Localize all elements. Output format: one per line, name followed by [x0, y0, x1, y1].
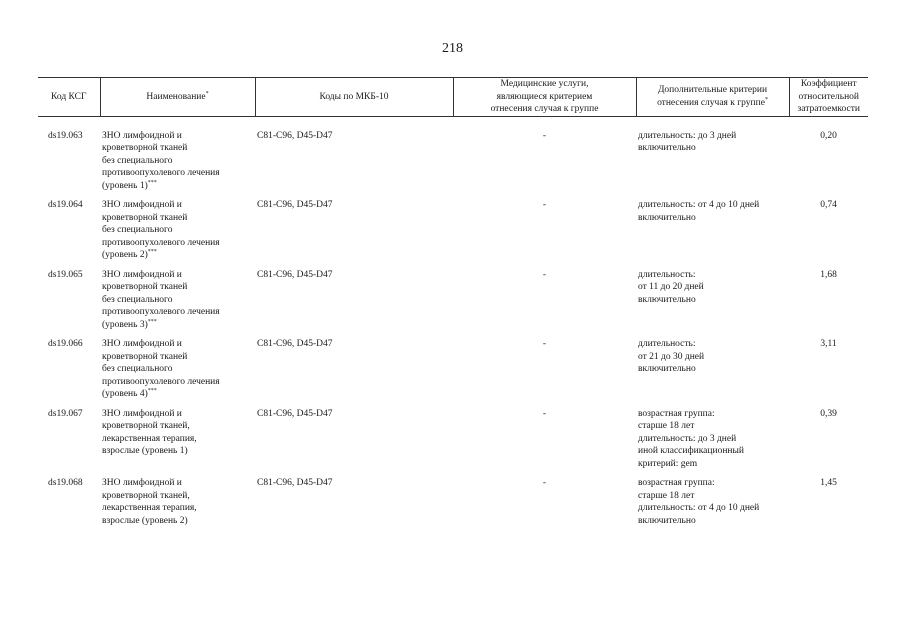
- mkb-codes-cell: C81-C96, D45-D47: [257, 339, 333, 349]
- name-line-text: кроветворной тканей: [102, 351, 188, 362]
- coefficient-cell: 0,74: [820, 200, 837, 210]
- header-name-mark: *: [205, 90, 209, 97]
- criteria-line: длительность:: [638, 339, 696, 349]
- name-footnote-mark: ***: [147, 179, 157, 186]
- criteria-line: включительно: [638, 212, 696, 223]
- name-line-text: ЗНО лимфоидной и: [102, 408, 182, 419]
- name-line: [102, 180, 253, 193]
- name-line-text: ЗНО лимфоидной и: [102, 130, 182, 141]
- name-line: [102, 490, 253, 503]
- name-line-text: (уровень 3): [102, 319, 148, 330]
- table-body: [38, 116, 868, 534]
- criteria-line: возрастная группа:: [638, 478, 715, 488]
- name-line: [102, 249, 253, 262]
- name-line: [102, 237, 253, 250]
- page-number: 218: [442, 41, 463, 56]
- mkb-codes-cell: C81-C96, D45-D47: [257, 408, 333, 419]
- name-line-text: взрослые (уровень 1): [102, 446, 188, 456]
- table-row: [38, 477, 868, 534]
- criteria-line: старше 18 лет: [638, 490, 695, 501]
- criteria-line: включительно: [638, 364, 696, 374]
- name-line: [102, 433, 253, 446]
- name-cell: [100, 408, 255, 478]
- mkb-codes-cell: C81-C96, D45-D47: [257, 200, 333, 210]
- ksg-table: [38, 77, 868, 534]
- name-cell: [100, 477, 255, 534]
- ksg-code-cell: ds19.065: [48, 269, 83, 280]
- name-line-text: кроветворной тканей: [102, 212, 188, 223]
- criteria-line: включительно: [638, 294, 696, 305]
- ksg-code-cell: ds19.068: [48, 478, 83, 488]
- services-cell: -: [542, 339, 547, 349]
- name-line: [102, 376, 253, 389]
- name-line: [102, 281, 253, 294]
- name-line-text: (уровень 4): [102, 389, 148, 399]
- name-line: [102, 306, 253, 319]
- ksg-code-cell: ds19.067: [48, 408, 83, 419]
- header-code: Код КСГ: [38, 78, 100, 117]
- name-line: [102, 224, 253, 237]
- name-line: [102, 155, 253, 168]
- services-cell: -: [542, 408, 547, 419]
- table-row: [38, 408, 868, 478]
- header-name: [100, 78, 255, 117]
- mkb-codes-cell: C81-C96, D45-D47: [257, 478, 333, 488]
- services-cell: -: [542, 478, 547, 488]
- criteria-line: длительность: до 3 дней: [638, 433, 737, 444]
- mkb-codes-cell: C81-C96, D45-D47: [257, 269, 333, 280]
- name-line: [102, 445, 253, 458]
- coefficient-cell: 3,11: [820, 339, 837, 349]
- header-name-text: Наименование: [146, 91, 206, 102]
- name-line-text: противоопухолевого лечения: [102, 168, 220, 178]
- coefficient-cell: 0,20: [820, 130, 837, 141]
- name-cell: [100, 199, 255, 269]
- criteria-cell: [636, 408, 789, 478]
- ksg-code-cell: ds19.064: [48, 200, 83, 210]
- name-line: [102, 167, 253, 180]
- coefficient-cell: 0,39: [820, 408, 837, 419]
- header-coef-line: относительной: [798, 91, 859, 102]
- criteria-cell: [636, 338, 789, 408]
- header-services-line: Медицинские услуги,: [500, 79, 589, 89]
- criteria-line: критерий: gem: [638, 458, 698, 469]
- coefficient-cell: 1,68: [820, 269, 837, 280]
- name-line-text: ЗНО лимфоидной и: [102, 478, 182, 488]
- name-line: [102, 351, 253, 364]
- name-line-text: противоопухолевого лечения: [102, 237, 220, 248]
- criteria-line: от 11 до 20 дней: [638, 282, 704, 292]
- table-row: [38, 130, 868, 200]
- name-line-text: (уровень 1): [102, 180, 148, 191]
- name-line-text: лекарственная терапия,: [102, 503, 197, 513]
- criteria-cell: [636, 199, 789, 269]
- name-line: [102, 338, 253, 351]
- name-line: [102, 199, 253, 212]
- header-criteria-text: отнесения случая к группе: [657, 97, 765, 108]
- name-line: [102, 319, 253, 332]
- name-line: [102, 515, 253, 528]
- name-line-text: ЗНО лимфоидной и: [102, 200, 182, 210]
- services-cell: -: [542, 269, 547, 280]
- name-line: [102, 363, 253, 376]
- name-footnote-mark: ***: [147, 249, 157, 255]
- header-mkb: Коды по МКБ-10: [255, 78, 453, 117]
- name-line-text: (уровень 2): [102, 250, 148, 260]
- header-criteria-line: [640, 97, 786, 110]
- name-line-text: ЗНО лимфоидной и: [102, 339, 182, 349]
- name-line: [102, 142, 253, 155]
- header-services-line: отнесения случая к группе: [490, 104, 599, 114]
- name-line: [102, 212, 253, 225]
- name-line: [102, 477, 253, 490]
- table-row: [38, 199, 868, 269]
- header-criteria: [636, 78, 789, 117]
- name-line-text: без специального: [102, 364, 173, 374]
- name-line: [102, 388, 253, 401]
- name-line: [102, 294, 253, 307]
- criteria-line: иной классификационный: [638, 446, 744, 456]
- name-line-text: кроветворной тканей: [102, 282, 188, 292]
- header-services-line: являющиеся критерием: [496, 91, 593, 102]
- name-cell: [100, 269, 255, 339]
- name-line-text: лекарственная терапия,: [102, 433, 197, 444]
- name-line-text: кроветворной тканей,: [102, 421, 190, 431]
- name-line: [102, 420, 253, 433]
- name-line: [102, 130, 253, 143]
- criteria-cell: [636, 130, 789, 200]
- criteria-line: старше 18 лет: [638, 421, 695, 431]
- header-coef-line: Коэффициент: [800, 79, 857, 89]
- name-line-text: без специального: [102, 294, 173, 305]
- criteria-cell: [636, 269, 789, 339]
- name-line: [102, 408, 253, 421]
- ksg-code-cell: ds19.063: [48, 130, 83, 141]
- name-line: [102, 502, 253, 515]
- criteria-line: включительно: [638, 143, 696, 153]
- table-row: [38, 338, 868, 408]
- criteria-line: от 21 до 30 дней: [638, 351, 705, 362]
- criteria-line: длительность:: [638, 269, 696, 280]
- name-cell: [100, 338, 255, 408]
- name-line-text: противоопухолевого лечения: [102, 307, 220, 317]
- header-criteria-mark: *: [764, 96, 768, 103]
- name-cell: [100, 130, 255, 200]
- criteria-line: возрастная группа:: [638, 408, 715, 419]
- criteria-cell: [636, 477, 789, 534]
- criteria-line: длительность: от 4 до 10 дней: [638, 503, 760, 513]
- criteria-line: длительность: до 3 дней: [638, 130, 737, 141]
- criteria-line: включительно: [638, 515, 696, 526]
- name-line-text: кроветворной тканей,: [102, 490, 190, 501]
- name-line-text: ЗНО лимфоидной и: [102, 269, 182, 280]
- header-criteria-line: Дополнительные критерии: [657, 85, 768, 96]
- name-line-text: противоопухолевого лечения: [102, 376, 220, 387]
- table-header-row: [38, 78, 868, 117]
- name-line-text: без специального: [102, 225, 173, 235]
- services-cell: -: [542, 200, 547, 210]
- name-footnote-mark: ***: [147, 318, 157, 325]
- name-line: [102, 269, 253, 282]
- table-row: [38, 269, 868, 339]
- coefficient-cell: 1,45: [820, 478, 837, 488]
- mkb-codes-cell: C81-C96, D45-D47: [257, 130, 333, 141]
- header-coef-line: затратоемкости: [797, 104, 860, 114]
- header-services: [453, 78, 636, 117]
- name-footnote-mark: ***: [147, 388, 157, 394]
- name-line-text: без специального: [102, 155, 173, 166]
- criteria-line: длительность: от 4 до 10 дней: [638, 200, 760, 210]
- header-coef: [789, 78, 868, 117]
- ksg-code-cell: ds19.066: [48, 339, 83, 349]
- name-line-text: взрослые (уровень 2): [102, 515, 188, 526]
- services-cell: -: [542, 130, 547, 141]
- name-line-text: кроветворной тканей: [102, 143, 188, 153]
